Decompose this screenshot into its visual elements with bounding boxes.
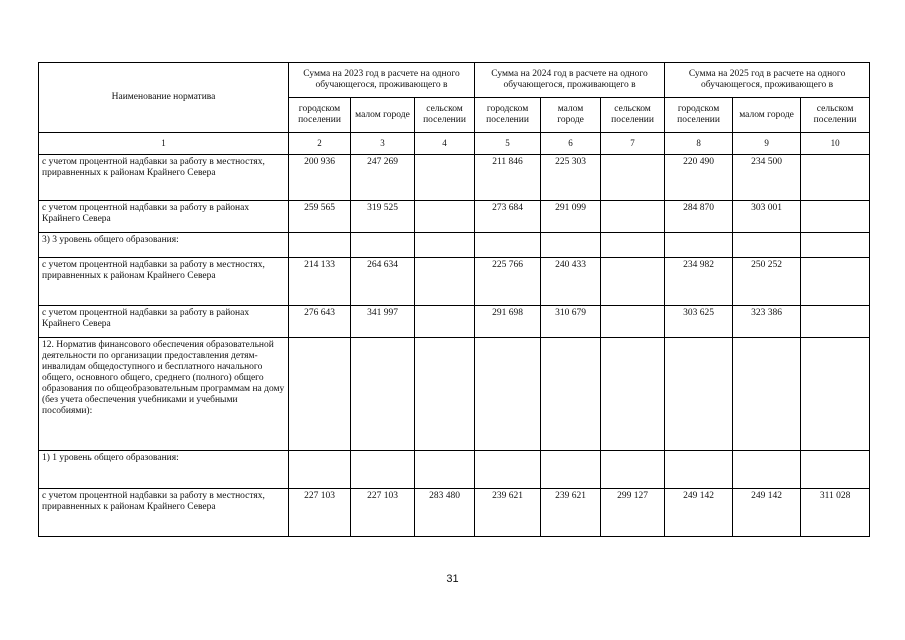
value-cell: 249 142 — [665, 489, 733, 537]
value-cell: 291 698 — [475, 306, 541, 338]
value-cell: 211 846 — [475, 155, 541, 201]
subcol-town: малом городе — [351, 98, 415, 133]
value-cell — [415, 306, 475, 338]
table-row — [39, 489, 870, 537]
page-number: 31 — [446, 573, 459, 585]
value-cell — [801, 306, 870, 338]
value-cell — [475, 338, 541, 451]
value-cell — [801, 338, 870, 451]
value-cell: 341 997 — [351, 306, 415, 338]
subcol-village: сельском поселении — [601, 98, 665, 133]
row-label: с учетом процентной надбавки за работу в районах Крайнего Севера — [39, 201, 289, 233]
column-number-row — [39, 133, 870, 155]
value-cell: 250 252 — [733, 258, 801, 306]
value-cell: 227 103 — [351, 489, 415, 537]
value-cell — [733, 338, 801, 451]
row-label: 3) 3 уровень общего образования: — [39, 233, 289, 258]
row-label: с учетом процентной надбавки за работу в местностях, приравненных к районам Крайнего Севера — [39, 155, 289, 201]
value-cell: 319 525 — [351, 201, 415, 233]
value-cell — [351, 338, 415, 451]
header-group-2024: Сумма на 2024 год в расчете на одного обучающегося, проживающего в — [475, 63, 665, 98]
header-name-col: Наименование норматива — [39, 63, 289, 133]
value-cell: 264 634 — [351, 258, 415, 306]
row-label: с учетом процентной надбавки за работу в местностях, приравненных к районам Крайнего Севера — [39, 489, 289, 537]
subcol-city: городском поселении — [475, 98, 541, 133]
normative-table — [38, 62, 870, 537]
subcol-town: малом городе — [541, 98, 601, 133]
value-cell: 276 643 — [289, 306, 351, 338]
value-cell: 225 766 — [475, 258, 541, 306]
value-cell: 220 490 — [665, 155, 733, 201]
col-number: 4 — [415, 133, 475, 155]
value-cell — [801, 155, 870, 201]
row-label: с учетом процентной надбавки за работу в местностях, приравненных к районам Крайнего Севера — [39, 258, 289, 306]
col-number: 3 — [351, 133, 415, 155]
value-cell — [733, 233, 801, 258]
value-cell — [801, 233, 870, 258]
value-cell: 234 500 — [733, 155, 801, 201]
value-cell: 310 679 — [541, 306, 601, 338]
value-cell: 225 303 — [541, 155, 601, 201]
col-number: 6 — [541, 133, 601, 155]
value-cell: 273 684 — [475, 201, 541, 233]
value-cell: 247 269 — [351, 155, 415, 201]
header-group-2023: Сумма на 2023 год в расчете на одного обучающегося, проживающего в — [289, 63, 475, 98]
value-cell — [415, 155, 475, 201]
value-cell — [665, 338, 733, 451]
table-row — [39, 306, 870, 338]
table-row — [39, 258, 870, 306]
value-cell: 200 936 — [289, 155, 351, 201]
value-cell: 239 621 — [541, 489, 601, 537]
table-row — [39, 233, 870, 258]
value-cell — [601, 338, 665, 451]
value-cell — [289, 451, 351, 489]
value-cell — [289, 233, 351, 258]
header-group-2025: Сумма на 2025 год в расчете на одного обучающегося, проживающего в — [665, 63, 870, 98]
col-number: 9 — [733, 133, 801, 155]
value-cell — [351, 451, 415, 489]
subcol-city: городском поселении — [665, 98, 733, 133]
value-cell — [415, 201, 475, 233]
subcol-village: сельском поселении — [801, 98, 870, 133]
value-cell — [541, 451, 601, 489]
value-cell — [475, 451, 541, 489]
table-row — [39, 338, 870, 451]
value-cell: 240 433 — [541, 258, 601, 306]
value-cell — [601, 258, 665, 306]
value-cell — [415, 258, 475, 306]
value-cell — [601, 233, 665, 258]
value-cell: 284 870 — [665, 201, 733, 233]
row-label: 1) 1 уровень общего образования: — [39, 451, 289, 489]
value-cell: 227 103 — [289, 489, 351, 537]
value-cell — [351, 233, 415, 258]
value-cell — [601, 306, 665, 338]
value-cell — [601, 155, 665, 201]
col-number: 8 — [665, 133, 733, 155]
value-cell — [289, 338, 351, 451]
value-cell: 311 028 — [801, 489, 870, 537]
value-cell — [415, 338, 475, 451]
value-cell — [665, 451, 733, 489]
value-cell: 214 133 — [289, 258, 351, 306]
table-body — [39, 155, 870, 537]
col-number: 10 — [801, 133, 870, 155]
value-cell: 303 625 — [665, 306, 733, 338]
col-number: 1 — [39, 133, 289, 155]
subcol-village: сельском поселении — [415, 98, 475, 133]
value-cell: 299 127 — [601, 489, 665, 537]
value-cell: 303 001 — [733, 201, 801, 233]
subcol-town: малом городе — [733, 98, 801, 133]
table-row — [39, 451, 870, 489]
subcol-city: городском поселении — [289, 98, 351, 133]
table-row — [39, 201, 870, 233]
value-cell — [801, 201, 870, 233]
col-number: 2 — [289, 133, 351, 155]
value-cell — [415, 451, 475, 489]
value-cell — [601, 451, 665, 489]
row-label: с учетом процентной надбавки за работу в районах Крайнего Севера — [39, 306, 289, 338]
value-cell: 249 142 — [733, 489, 801, 537]
value-cell — [475, 233, 541, 258]
value-cell — [601, 201, 665, 233]
value-cell — [733, 451, 801, 489]
value-cell: 283 480 — [415, 489, 475, 537]
value-cell: 259 565 — [289, 201, 351, 233]
value-cell — [541, 233, 601, 258]
header-row-top — [39, 63, 870, 98]
table-row — [39, 155, 870, 201]
value-cell — [801, 258, 870, 306]
col-number: 5 — [475, 133, 541, 155]
value-cell — [541, 338, 601, 451]
value-cell: 323 386 — [733, 306, 801, 338]
row-label: 12. Норматив финансового обеспечения образовательной деятельности по организации предоставления детям-инвалидам общедоступного и бесплатного начального общего, основного общего, среднего (полного) общего образования по общеобразовательным программам на дому (без учета обеспечения учебниками и учебными пособиями): — [39, 338, 289, 451]
value-cell: 239 621 — [475, 489, 541, 537]
value-cell — [665, 233, 733, 258]
value-cell: 291 099 — [541, 201, 601, 233]
value-cell: 234 982 — [665, 258, 733, 306]
value-cell — [415, 233, 475, 258]
value-cell — [801, 451, 870, 489]
col-number: 7 — [601, 133, 665, 155]
